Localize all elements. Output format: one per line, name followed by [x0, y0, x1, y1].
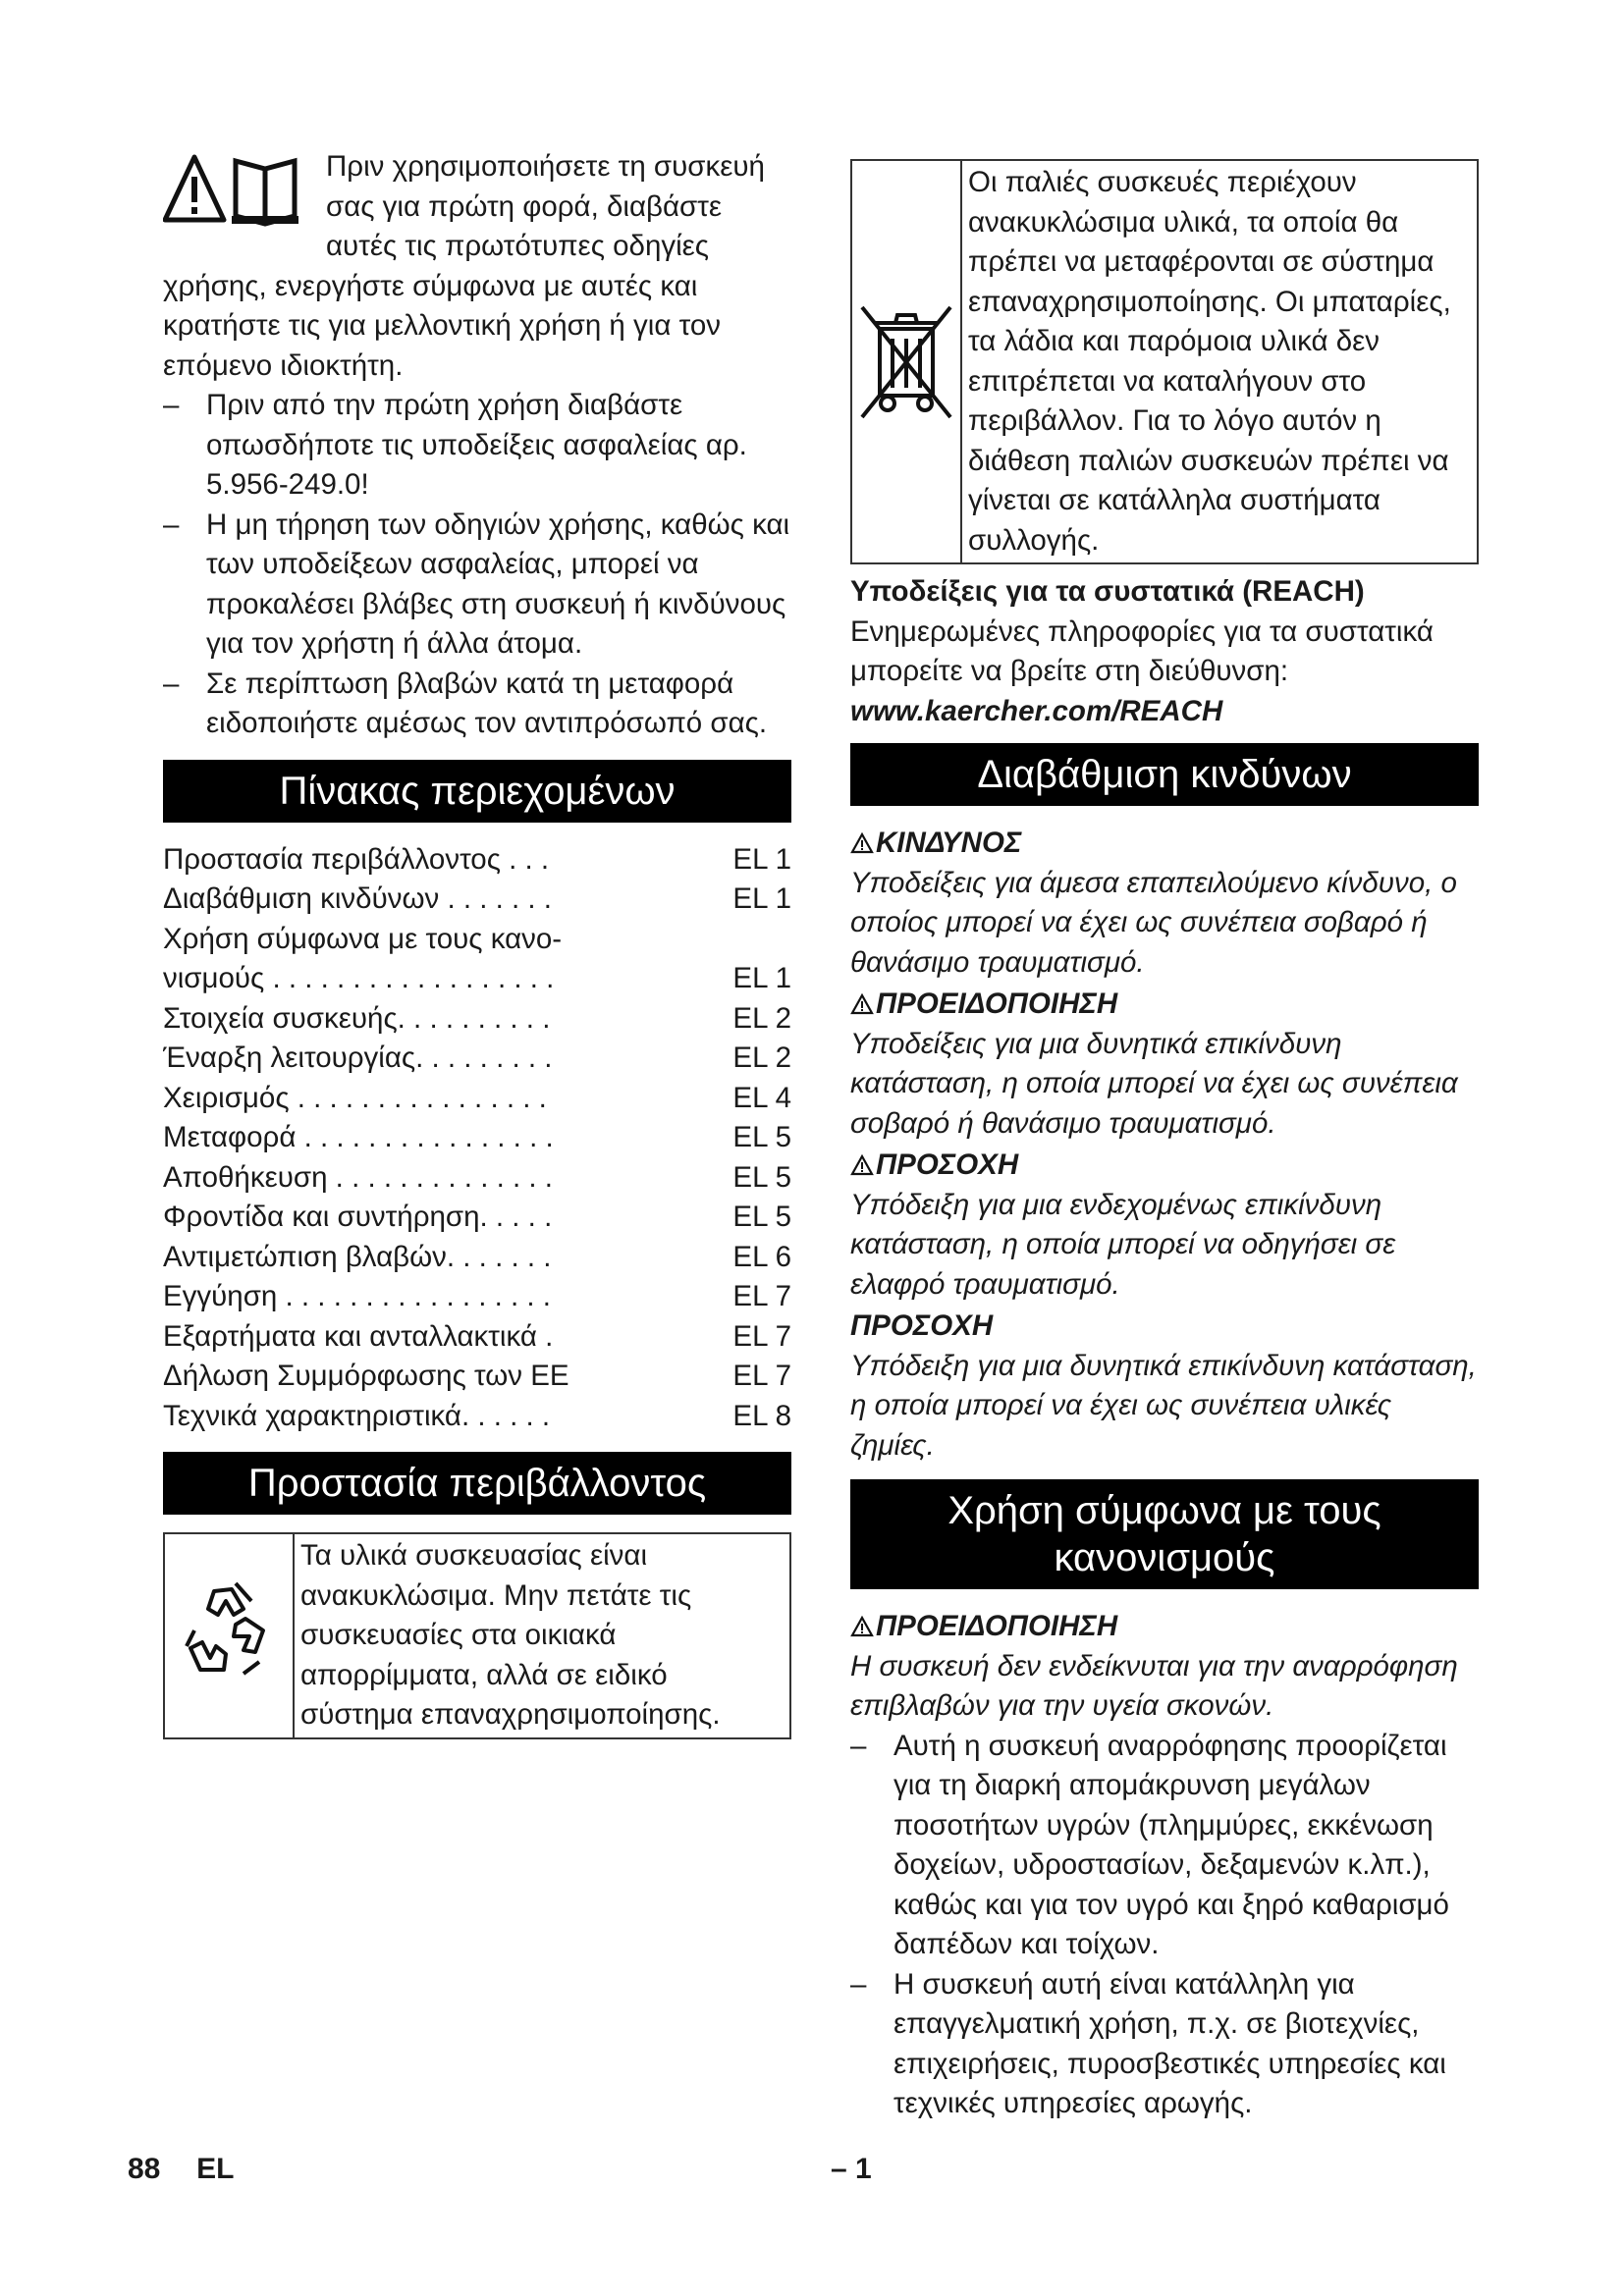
toc-entry[interactable]: Διαβάθμιση κινδύνων . . . . . . . EL 1 [163, 882, 791, 915]
left-column [163, 147, 791, 1739]
warning-triangle-icon [850, 993, 874, 1015]
toc-entry[interactable]: Αποθήκευση . . . . . . . . . . . . . . EL 5 [163, 1160, 791, 1194]
warning-and-manual-icon [163, 153, 312, 234]
warning-triangle-icon [850, 832, 874, 854]
reach-heading: Υποδείξεις για τα συστατικά (REACH) [850, 575, 1365, 608]
toc-entry[interactable]: Χρήση σύμφωνα με τους κανο- [163, 922, 563, 955]
old-devices-text: Οι παλιές συσκευές περιέχουν ανακυκλώσιμα υλικά, τα οποία θα πρέπει να μεταφέρονται σε σύστημα επαναχρησιμοποίησης. Οι μπαταρίες, τα λάδια και παρόμοια υλικά δεν επιτρέπεται να καταλήγουν στο περιβάλλον. Για το λόγο αυτόν η διάθεση παλιών συσκευών πρέπει να γίνεται σε κατάλληλα συστήματα συλλογής. [968, 166, 1451, 557]
crossed-out-bin-icon [852, 294, 960, 431]
reach-link[interactable]: www.kaercher.com/REACH [850, 694, 1223, 727]
intro-section [163, 147, 791, 386]
usage-section: ΠΡΟΕΙΔΟΠΟΙΗΣΗ Η συσκευή δεν ενδείκνυται για την αναρρόφηση επιβλαβών για την υγεία σκονών. – Αυτή η συσκευή αναρρόφησης προορίζεται για τη διαρκή απομάκρυνση μεγάλων ποσοτήτων υγρών (πλημμύρες, εκκένωση δοχείων, υδροστασίων, δεξαμενών κ.λπ.), καθώς και για τον υγρό και ξηρό καθαρισμό δαπέδων και τοίχων. – Η συσκευή αυτή είναι κατάλληλη για επαγγελματική χρήση, π.χ. σε βιοτεχνίες, επιχειρήσεις, πυροσβεστικές υπηρεσίες και τεχνικές υπηρεσίες αρωγής. [850, 1607, 1479, 2124]
right-column [850, 159, 1479, 2124]
hazard-levels [850, 824, 1479, 1466]
page-footer-left [128, 2153, 234, 2186]
packaging-info-box [163, 1532, 791, 1739]
packaging-text: Τα υλικά συσκευασίας είναι ανακυκλώσιμα. Μην πετάτε τις συσκευασίες στα οικιακά απορρίμματα, αλλά σε ειδικό σύστημα επαναχρησιμοποίησης. [300, 1539, 721, 1731]
page-number: 88 [128, 2153, 161, 2185]
intro-text: Πριν χρησιμοποιήσετε τη συσκευή σας για πρώτη φορά, διαβάστε αυτές τις πρωτότυπες οδηγίες χρήσης, ενεργήστε σύμφωνα με αυτές και κρατήστε τις για μελλοντική χρήση ή για τον επόμενο ιδιοκτήτη. [163, 150, 765, 382]
toc-heading: Πίνακας περιεχομένων [163, 760, 791, 823]
reach-text: Ενημερωμένες πληροφορίες για τα συστατικά μπορείτε να βρείτε στη διεύθυνση: [850, 614, 1434, 687]
environment-heading: Προστασία περιβάλλοντος [163, 1452, 791, 1515]
hazard-heading: Διαβάθμιση κινδύνων [850, 743, 1479, 806]
hazard-level-notice: ΠΡΟΣΟΧΗ Υπόδειξη για μια δυνητικά επικίνδυνη κατάσταση, η οποία μπορεί να έχει ως συνέπεια υλικές ζημίες. [850, 1309, 1477, 1462]
toc-entry[interactable]: Φροντίδα και συντήρηση. . . . . EL 5 [163, 1201, 791, 1233]
list-item: – Πριν από την πρώτη χρήση διαβάστε οπωσδήποτε τις υποδείξεις ασφαλείας αρ. 5.956-249.0! [163, 389, 747, 501]
list-item: – Η μη τήρηση των οδηγιών χρήσης, καθώς και των υποδείξεων ασφαλείας, μπορεί να προκαλέσει βλάβες στη συσκευή ή κινδύνους για τον χρήστη ή άλλα άτομα. [163, 507, 790, 660]
usage-warning-text: Η συσκευή δεν ενδείκνυται για την αναρρόφηση επιβλαβών για την υγεία σκονών. [850, 1649, 1458, 1722]
list-item: – Η συσκευή αυτή είναι κατάλληλη για επαγγελματική χρήση, π.χ. σε βιοτεχνίες, επιχειρήσεις, πυροσβεστικές υπηρεσίες και τεχνικές υπηρεσίες αρωγής. [850, 1967, 1446, 2119]
table-of-contents [163, 840, 791, 1437]
list-item: – Αυτή η συσκευή αναρρόφησης προορίζεται για τη διαρκή απομάκρυνση μεγάλων ποσοτήτων υγρών (πλημμύρες, εκκένωση δοχείων, υδροστασίων, δεξαμενών κ.λπ.), καθώς και για τον υγρό και ξηρό καθαρισμό δαπέδων και τοίχων. [850, 1729, 1449, 1960]
toc-entry[interactable]: νισμούς . . . . . . . . . . . . . . . . . . EL 1 [163, 962, 791, 994]
intro-bullets [163, 386, 791, 744]
hazard-level-caution: ΠΡΟΣΟΧΗ Υπόδειξη για μια ενδεχομένως επικίνδυνη κατάσταση, η οποία μπορεί να οδηγήσει σε ελαφρό τραυματισμό. [850, 1148, 1396, 1301]
language-code: EL [196, 2153, 235, 2185]
recycle-icon [165, 1572, 293, 1699]
warning-triangle-icon [850, 1154, 874, 1176]
toc-entry[interactable]: Τεχνικά χαρακτηριστικά. . . . . . EL 8 [163, 1399, 791, 1432]
toc-entry[interactable]: Στοιχεία συσκευής. . . . . . . . . . EL 2 [163, 1001, 791, 1035]
toc-entry[interactable]: Προστασία περιβάλλοντος . . . EL 1 [163, 842, 791, 876]
old-devices-info-box [850, 159, 1479, 564]
reach-section [850, 572, 1479, 731]
warning-triangle-icon [850, 1616, 874, 1637]
toc-entry[interactable]: Μεταφορά . . . . . . . . . . . . . . . . EL 5 [163, 1121, 791, 1153]
page-footer-center: – 1 [831, 2153, 872, 2185]
toc-entry[interactable]: Εξαρτήματα και ανταλλακτικά . EL 7 [163, 1319, 791, 1353]
toc-entry[interactable]: Έναρξη λειτουργίας. . . . . . . . . EL 2 [163, 1041, 791, 1074]
toc-entry[interactable]: Χειρισμός . . . . . . . . . . . . . . . . EL 4 [163, 1081, 791, 1114]
hazard-level-danger: ΚΙΝΔΥΝΟΣ Υποδείξεις για άμεσα επαπειλούμενο κίνδυνο, ο οποίος μπορεί να έχει ως συνέπεια σοβαρό ή θανάσιμο τραυματισμό. [850, 827, 1457, 979]
toc-entry[interactable]: Αντιμετώπιση βλαβών. . . . . . . EL 6 [163, 1240, 791, 1273]
toc-entry[interactable]: Δήλωση Συμμόρφωσης των ΕΕ EL 7 [163, 1360, 791, 1392]
usage-heading: Χρήση σύμφωνα με τους κανονισμούς [850, 1479, 1479, 1589]
list-item: – Σε περίπτωση βλαβών κατά τη μεταφορά ειδοποιήστε αμέσως τον αντιπρόσωπό σας. [163, 667, 768, 739]
toc-entry[interactable]: Εγγύηση . . . . . . . . . . . . . . . . . EL 7 [163, 1280, 791, 1312]
hazard-level-warning: ΠΡΟΕΙΔΟΠΟΙΗΣΗ Υποδείξεις για μια δυνητικά επικίνδυνη κατάσταση, η οποία μπορεί να έχει ως συνέπεια σοβαρό ή θανάσιμο τραυματισμό. [850, 988, 1458, 1140]
